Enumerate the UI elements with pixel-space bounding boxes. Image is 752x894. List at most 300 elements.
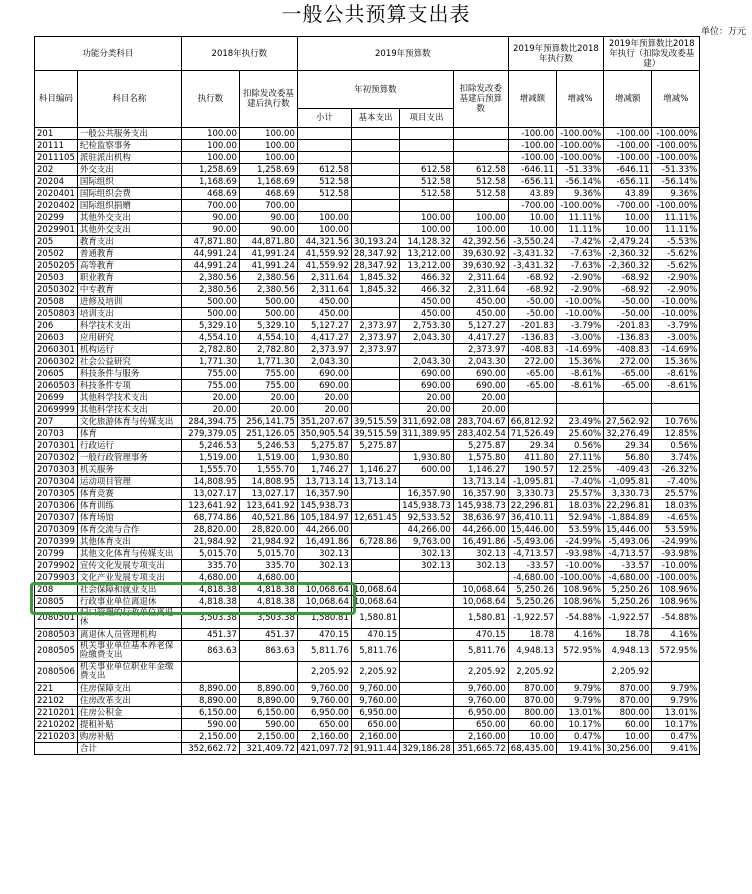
cell-value: [351, 224, 399, 236]
cell-value: 279,379.05: [181, 428, 239, 440]
cell-value: 5,275.87: [351, 440, 399, 452]
cell-value: 0.56%: [652, 440, 700, 452]
cell-code: 2011105: [35, 152, 78, 164]
cell-value: 352,662.72: [181, 743, 239, 755]
table-row: [35, 536, 700, 548]
cell-value: 100.00: [181, 152, 239, 164]
cell-value: 52.94%: [557, 512, 604, 524]
cell-code: 2069999: [35, 404, 78, 416]
cell-code: 2079903: [35, 572, 78, 584]
cell-value: 2,205.92: [453, 662, 508, 683]
cell-value: 600.00: [400, 464, 454, 476]
cell-code: 206: [35, 320, 78, 332]
cell-value: 302.13: [297, 548, 351, 560]
cell-value: 22,296.81: [508, 500, 556, 512]
cell-value: 450.00: [453, 308, 508, 320]
cell-value: 3.74%: [652, 452, 700, 464]
cell-value: 11.11%: [652, 224, 700, 236]
cell-code: 2080505: [35, 641, 78, 662]
cell-code: 20799: [35, 548, 78, 560]
cell-value: 5,811.76: [351, 641, 399, 662]
cell-value: 650.00: [351, 719, 399, 731]
cell-value: 1,555.70: [181, 464, 239, 476]
cell-value: 4,818.38: [239, 584, 297, 596]
table-row: [35, 560, 700, 572]
cell-value: -10.00%: [557, 308, 604, 320]
cell-value: 4.16%: [557, 629, 604, 641]
cell-value: [351, 296, 399, 308]
cell-value: 100.00: [400, 212, 454, 224]
cell-value: 44,266.00: [297, 524, 351, 536]
cell-value: 16,357.90: [297, 488, 351, 500]
cell-value: -24.99%: [652, 536, 700, 548]
cell-name: 归口管理的行政单位离退休: [77, 608, 181, 629]
cell-value: 272.00: [604, 356, 652, 368]
cell-value: 13,713.14: [453, 476, 508, 488]
cell-code: 2080503: [35, 629, 78, 641]
cell-value: 451.37: [239, 629, 297, 641]
cell-code: 2080506: [35, 662, 78, 683]
cell-value: 32,276.49: [604, 428, 652, 440]
cell-value: 6,728.86: [351, 536, 399, 548]
cell-value: 10,068.64: [453, 584, 508, 596]
cell-name: 其他科学技术支出: [77, 392, 181, 404]
cell-value: -51.33%: [557, 164, 604, 176]
table-row: [35, 212, 700, 224]
table-row: [35, 428, 700, 440]
cell-name: 合计: [77, 743, 181, 755]
cell-value: 500.00: [239, 308, 297, 320]
table-row: [35, 743, 700, 755]
cell-code: 20299: [35, 212, 78, 224]
cell-value: 1,580.81: [297, 608, 351, 629]
cell-name: 一般行政管理事务: [77, 452, 181, 464]
cell-value: [400, 344, 454, 356]
cell-code: 207: [35, 416, 78, 428]
cell-value: 1,146.27: [453, 464, 508, 476]
cell-name: 其他科学技术支出: [77, 404, 181, 416]
cell-value: -700.00: [508, 200, 556, 212]
cell-value: -8.61%: [652, 368, 700, 380]
cell-value: [239, 662, 297, 683]
cell-value: 9.41%: [652, 743, 700, 755]
cell-value: 451.37: [181, 629, 239, 641]
cell-value: 68,774.86: [181, 512, 239, 524]
cell-value: [351, 572, 399, 584]
cell-name: 科技条件与服务: [77, 368, 181, 380]
cell-value: -5,493.06: [508, 536, 556, 548]
cell-value: 13.01%: [652, 707, 700, 719]
cell-value: 5,127.27: [453, 320, 508, 332]
cell-value: 43.89: [508, 188, 556, 200]
cell-value: 302.13: [400, 548, 454, 560]
cell-value: 870.00: [508, 695, 556, 707]
cell-value: 283,402.54: [453, 428, 508, 440]
cell-value: 470.15: [297, 629, 351, 641]
cell-value: -4,680.00: [604, 572, 652, 584]
cell-value: -100.00%: [652, 572, 700, 584]
cell-code: 201: [35, 128, 78, 140]
cell-value: 123,641.92: [181, 500, 239, 512]
cell-value: 302.13: [453, 548, 508, 560]
cell-name: 住房改革支出: [77, 695, 181, 707]
cell-value: 700.00: [181, 200, 239, 212]
cell-value: 41,559.92: [297, 260, 351, 272]
cell-value: 13,713.14: [297, 476, 351, 488]
cell-value: 450.00: [297, 296, 351, 308]
cell-value: 5,811.76: [453, 641, 508, 662]
cell-value: 350,905.54: [297, 428, 351, 440]
cell-value: -646.11: [508, 164, 556, 176]
cell-value: 572.95%: [652, 641, 700, 662]
cell-code: 2070306: [35, 500, 78, 512]
cell-value: -50.00: [508, 308, 556, 320]
table-row: [35, 140, 700, 152]
cell-code: 202: [35, 164, 78, 176]
header-exec-excl: 扣除发改委基建后执行数: [239, 71, 297, 128]
table-row: [35, 128, 700, 140]
table-row: [35, 584, 700, 596]
cell-value: 16,357.90: [453, 488, 508, 500]
cell-value: [351, 212, 399, 224]
cell-code: 2050302: [35, 284, 78, 296]
cell-value: [400, 584, 454, 596]
cell-value: -3.00%: [652, 332, 700, 344]
cell-value: 100.00: [297, 212, 351, 224]
table-row: [35, 392, 700, 404]
cell-value: -100.00%: [652, 140, 700, 152]
cell-value: -5,493.06: [604, 536, 652, 548]
cell-value: 2,043.30: [400, 356, 454, 368]
cell-value: 466.32: [400, 284, 454, 296]
cell-value: 60.00: [604, 719, 652, 731]
cell-value: [351, 524, 399, 536]
table-row: [35, 524, 700, 536]
header-pct2: 增减%: [652, 71, 700, 128]
cell-value: 4,554.10: [239, 332, 297, 344]
cell-value: 36,410.11: [508, 512, 556, 524]
cell-value: 41,991.24: [239, 248, 297, 260]
cell-name: 普通教育: [77, 248, 181, 260]
cell-value: 9,760.00: [453, 695, 508, 707]
cell-value: [400, 608, 454, 629]
cell-value: 2,782.80: [239, 344, 297, 356]
cell-name: 其他体育支出: [77, 536, 181, 548]
cell-name: 其他文化体育与传媒支出: [77, 548, 181, 560]
cell-value: 27,562.92: [604, 416, 652, 428]
cell-value: 8,890.00: [181, 683, 239, 695]
cell-value: 44,991.24: [181, 260, 239, 272]
cell-code: 20111: [35, 140, 78, 152]
header-2018-exec: 2018年执行数: [181, 37, 297, 71]
cell-value: 23.49%: [557, 416, 604, 428]
cell-value: 28,820.00: [181, 524, 239, 536]
table-row: [35, 476, 700, 488]
cell-value: 100.00: [453, 224, 508, 236]
cell-value: 2,150.00: [239, 731, 297, 743]
cell-value: 5,329.10: [181, 320, 239, 332]
cell-value: 5,246.53: [239, 440, 297, 452]
cell-value: 0.56%: [557, 440, 604, 452]
cell-name: 文化产业发展专项支出: [77, 572, 181, 584]
cell-code: 2050803: [35, 308, 78, 320]
cell-value: -2.90%: [652, 284, 700, 296]
cell-value: 21,984.92: [239, 536, 297, 548]
cell-value: 105,184.97: [297, 512, 351, 524]
cell-value: 512.58: [400, 176, 454, 188]
cell-value: 690.00: [400, 380, 454, 392]
cell-value: 20.00: [297, 404, 351, 416]
table-row: [35, 224, 700, 236]
cell-name: 行政运行: [77, 440, 181, 452]
cell-value: 1,580.81: [453, 608, 508, 629]
cell-code: 2210202: [35, 719, 78, 731]
cell-value: 9,763.00: [400, 536, 454, 548]
cell-value: 512.58: [400, 188, 454, 200]
table-row: [35, 452, 700, 464]
cell-value: [400, 641, 454, 662]
cell-value: 411.80: [508, 452, 556, 464]
cell-value: [400, 596, 454, 608]
cell-value: 512.58: [297, 176, 351, 188]
cell-name: 教育支出: [77, 236, 181, 248]
cell-value: 612.58: [400, 164, 454, 176]
cell-value: [453, 140, 508, 152]
cell-value: [652, 662, 700, 683]
cell-value: [351, 488, 399, 500]
cell-value: 2,380.56: [181, 284, 239, 296]
cell-value: 5,015.70: [239, 548, 297, 560]
table-row: [35, 731, 700, 743]
cell-value: 4,818.38: [239, 596, 297, 608]
cell-value: [297, 200, 351, 212]
cell-code: 22102: [35, 695, 78, 707]
cell-value: -656.11: [604, 176, 652, 188]
cell-value: 1,258.69: [181, 164, 239, 176]
cell-value: 9.36%: [557, 188, 604, 200]
cell-name: 社会保障和就业支出: [77, 584, 181, 596]
table-row: [35, 260, 700, 272]
cell-value: 2,311.64: [297, 284, 351, 296]
cell-value: 15,446.00: [604, 524, 652, 536]
table-row: [35, 308, 700, 320]
cell-value: [351, 548, 399, 560]
cell-value: [351, 404, 399, 416]
cell-value: 10.00: [508, 212, 556, 224]
cell-value: -26.32%: [652, 464, 700, 476]
header-project: 项目支出: [400, 109, 454, 128]
table-row: [35, 596, 700, 608]
cell-value: 10.17%: [557, 719, 604, 731]
table-row: [35, 719, 700, 731]
cell-name: 纪检监察事务: [77, 140, 181, 152]
cell-value: -4,713.57: [508, 548, 556, 560]
cell-value: 4,417.27: [453, 332, 508, 344]
cell-value: 20.00: [400, 404, 454, 416]
cell-value: 335.70: [239, 560, 297, 572]
cell-value: 56.80: [604, 452, 652, 464]
cell-value: -408.83: [508, 344, 556, 356]
cell-value: -14.69%: [652, 344, 700, 356]
cell-value: -68.92: [604, 272, 652, 284]
cell-value: 5,250.26: [508, 596, 556, 608]
cell-value: 10.00: [508, 731, 556, 743]
cell-value: 3,330.73: [508, 488, 556, 500]
cell-name: 进修及培训: [77, 296, 181, 308]
cell-value: 2,380.56: [239, 284, 297, 296]
cell-value: 870.00: [604, 695, 652, 707]
cell-value: 10.00: [604, 212, 652, 224]
cell-value: 20.00: [181, 392, 239, 404]
cell-value: -54.88%: [652, 608, 700, 629]
cell-value: [400, 128, 454, 140]
cell-value: 5,811.76: [297, 641, 351, 662]
cell-value: 3,503.38: [181, 608, 239, 629]
table-row: [35, 662, 700, 683]
cell-value: 4,818.38: [181, 596, 239, 608]
table-row: [35, 332, 700, 344]
cell-name: 其他外交支出: [77, 224, 181, 236]
cell-code: 2060503: [35, 380, 78, 392]
cell-value: [351, 200, 399, 212]
cell-value: 870.00: [604, 683, 652, 695]
cell-value: -100.00%: [652, 200, 700, 212]
cell-code: 2070399: [35, 536, 78, 548]
cell-value: -4,713.57: [604, 548, 652, 560]
cell-name: 职业教育: [77, 272, 181, 284]
cell-value: -4.65%: [652, 512, 700, 524]
header-cmp-exec: 2019年预算数比2018年执行数: [508, 37, 603, 71]
cell-value: 650.00: [297, 719, 351, 731]
cell-value: -2.90%: [557, 272, 604, 284]
cell-value: 9,760.00: [351, 695, 399, 707]
cell-value: [351, 368, 399, 380]
cell-value: 25.57%: [652, 488, 700, 500]
cell-value: 90.00: [181, 212, 239, 224]
cell-value: -100.00: [604, 128, 652, 140]
cell-name: 体育交流与合作: [77, 524, 181, 536]
cell-value: -50.00: [508, 296, 556, 308]
table-row: [35, 488, 700, 500]
cell-code: 20204: [35, 176, 78, 188]
cell-value: 8,890.00: [239, 695, 297, 707]
cell-name: 购房补贴: [77, 731, 181, 743]
cell-value: 28,347.92: [351, 260, 399, 272]
cell-value: 863.63: [181, 641, 239, 662]
table-row: [35, 404, 700, 416]
cell-value: [400, 440, 454, 452]
cell-value: 13,027.17: [181, 488, 239, 500]
cell-value: 100.00: [181, 128, 239, 140]
cell-value: -68.92: [508, 284, 556, 296]
cell-name: 宣传文化发展专项支出: [77, 560, 181, 572]
cell-value: 53.59%: [557, 524, 604, 536]
cell-value: 12,651.45: [351, 512, 399, 524]
cell-value: [400, 695, 454, 707]
table-row: [35, 416, 700, 428]
cell-value: 572.95%: [557, 641, 604, 662]
cell-value: [351, 140, 399, 152]
cell-value: 39,630.92: [453, 248, 508, 260]
cell-value: 2,380.56: [239, 272, 297, 284]
cell-value: 2,373.97: [351, 332, 399, 344]
cell-value: 18.03%: [652, 500, 700, 512]
cell-code: 2029901: [35, 224, 78, 236]
cell-value: 14,128.32: [400, 236, 454, 248]
cell-name: 体育训练: [77, 500, 181, 512]
cell-value: -1,095.81: [604, 476, 652, 488]
cell-value: -646.11: [604, 164, 652, 176]
cell-value: [400, 731, 454, 743]
cell-value: [351, 152, 399, 164]
cell-value: 800.00: [604, 707, 652, 719]
cell-value: 20.00: [239, 392, 297, 404]
cell-value: 2,043.30: [453, 356, 508, 368]
table-row: [35, 164, 700, 176]
cell-value: 9,760.00: [453, 683, 508, 695]
cell-name: 外交支出: [77, 164, 181, 176]
cell-value: [400, 140, 454, 152]
cell-value: 20.00: [181, 404, 239, 416]
cell-value: 6,950.00: [453, 707, 508, 719]
cell-value: -100.00%: [652, 128, 700, 140]
cell-value: 9,760.00: [297, 683, 351, 695]
cell-value: 12.25%: [557, 464, 604, 476]
cell-value: [351, 164, 399, 176]
cell-value: 9.79%: [557, 683, 604, 695]
cell-value: 42,392.56: [453, 236, 508, 248]
cell-value: 1,555.70: [239, 464, 297, 476]
cell-value: 15,446.00: [508, 524, 556, 536]
unit-label: 单位：万元: [700, 27, 746, 37]
cell-code: 2050205: [35, 260, 78, 272]
table-row: [35, 695, 700, 707]
cell-value: 5,250.26: [604, 584, 652, 596]
cell-value: -51.33%: [652, 164, 700, 176]
cell-name: 中专教育: [77, 284, 181, 296]
cell-value: -65.00: [508, 380, 556, 392]
cell-value: -4,680.00: [508, 572, 556, 584]
cell-name: 机构运行: [77, 344, 181, 356]
header-basic: 基本支出: [351, 109, 399, 128]
cell-value: 4,818.38: [181, 584, 239, 596]
cell-value: -10.00%: [652, 560, 700, 572]
cell-code: 2070301: [35, 440, 78, 452]
cell-value: 18.78: [508, 629, 556, 641]
cell-value: 466.32: [400, 272, 454, 284]
cell-value: 13,212.00: [400, 260, 454, 272]
cell-value: 755.00: [239, 380, 297, 392]
cell-value: [508, 404, 556, 416]
cell-value: -7.63%: [557, 260, 604, 272]
table-row: [35, 641, 700, 662]
cell-value: [557, 392, 604, 404]
cell-value: 2,311.64: [453, 272, 508, 284]
cell-value: 2,160.00: [351, 731, 399, 743]
cell-value: 421,097.72: [297, 743, 351, 755]
header-exec: 执行数: [181, 71, 239, 128]
cell-value: 251,126.05: [239, 428, 297, 440]
cell-value: 512.58: [453, 188, 508, 200]
cell-value: 468.69: [239, 188, 297, 200]
cell-value: 91,911.44: [351, 743, 399, 755]
cell-name: 体育场馆: [77, 512, 181, 524]
cell-value: 41,991.24: [239, 260, 297, 272]
cell-name: 住房公积金: [77, 707, 181, 719]
table-row: [35, 368, 700, 380]
cell-value: 2,205.92: [297, 662, 351, 683]
cell-value: 2,205.92: [351, 662, 399, 683]
